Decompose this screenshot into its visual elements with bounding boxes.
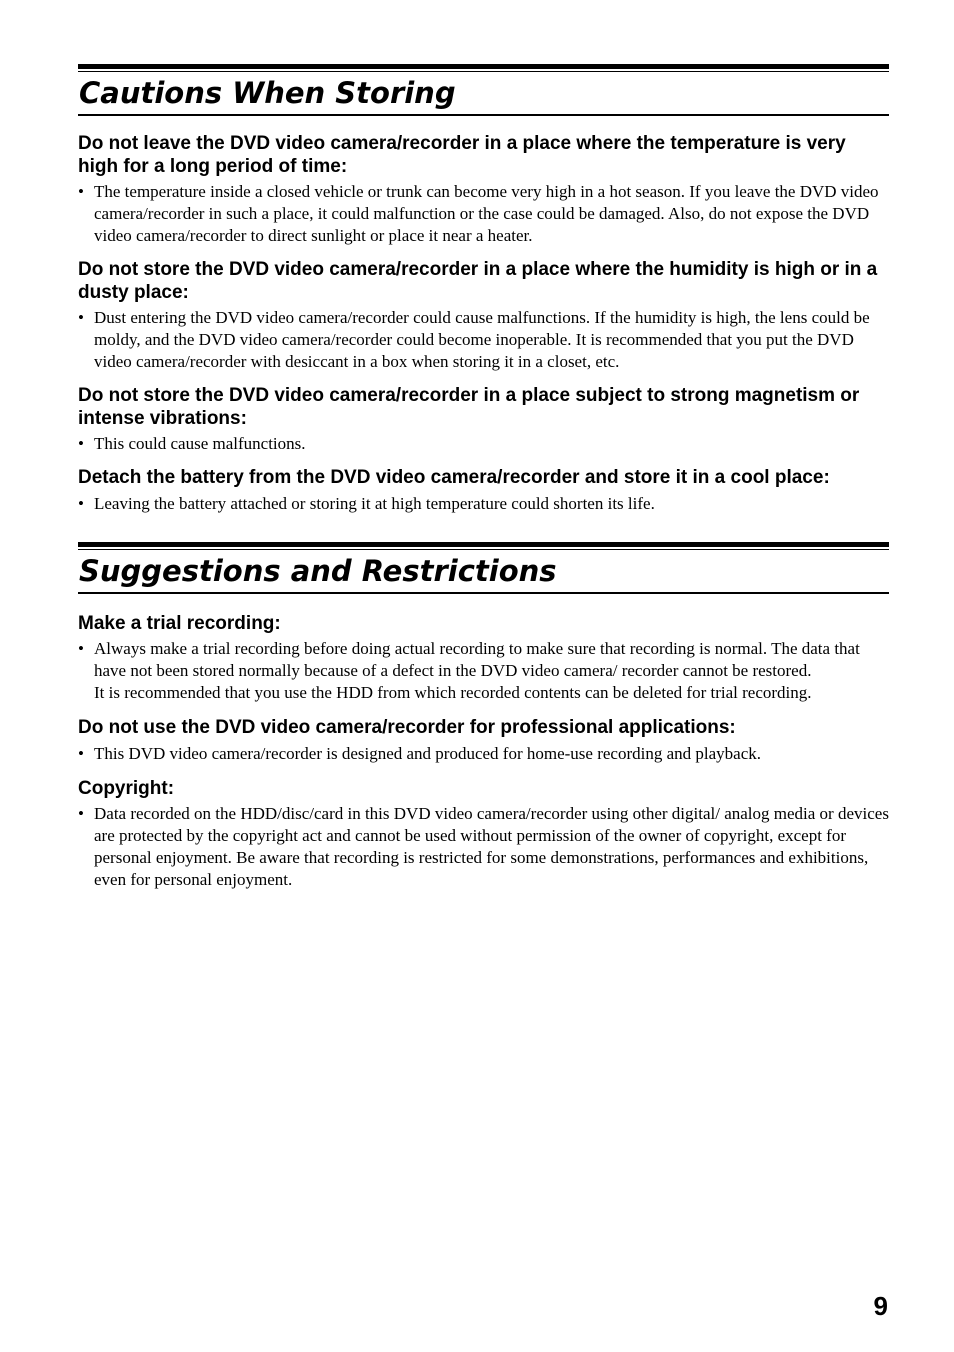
item-heading: Do not store the DVD video camera/recorder in a place subject to strong magnetism or intense vibrations:	[78, 385, 860, 429]
bullet-list	[78, 638, 889, 704]
bullet-text: Dust entering the DVD video camera/recorder could cause malfunctions. If the humidity is high, the lens could be moldy, and the DVD video camera/recorder could become inoperable. It is recommended that you put the DVD video camera/recorder with desiccant in a box when storing it in a closet, etc.	[94, 308, 870, 371]
bullet-dot-icon: •	[78, 494, 84, 513]
bullet-dot-icon: •	[78, 308, 84, 327]
bullet-text: Leaving the battery attached or storing it at high temperature could shorten its life.	[94, 494, 655, 513]
item-humidity-dust	[78, 258, 889, 373]
bullet-item	[78, 307, 889, 373]
item-copyright	[78, 777, 889, 891]
item-heading: Do not leave the DVD video camera/recorder in a place where the temperature is very high for a long period of time:	[78, 133, 846, 177]
section-cautions-when-storing	[78, 64, 889, 515]
manual-page	[78, 64, 889, 891]
bullet-list	[78, 803, 889, 891]
section-title: Cautions When Storing	[79, 76, 456, 110]
bullet-dot-icon: •	[78, 804, 84, 823]
bullet-text: Always make a trial recording before doing actual recording to make sure that recording is normal. The data that have not been stored normally because of a defect in the DVD video camera/ recorder cannot be restored.	[94, 639, 860, 680]
bullet-dot-icon: •	[78, 744, 84, 763]
item-heading: Detach the battery from the DVD video camera/recorder and store it in a cool place:	[78, 467, 830, 488]
item-heading: Copyright:	[78, 778, 175, 799]
bullet-text: The temperature inside a closed vehicle or trunk can become very high in a hot season. If you leave the DVD video camera/recorder in such a place, it could malfunction or the case could be damaged. Also, do not expose the DVD video camera/recorder to direct sunlight or place it near a heater.	[94, 182, 879, 245]
item-heading: Do not store the DVD video camera/recorder in a place where the humidity is high or in a dusty place:	[78, 259, 878, 303]
item-heading: Make a trial recording:	[78, 613, 281, 634]
bullet-text: Data recorded on the HDD/disc/card in this DVD video camera/recorder using other digital/ analog media or devices are protected by the copyright act and cannot be used without permission of the owner of copyright, except for personal enjoyment. Be aware that recording is restricted for some demonstrations, performances and exhibitions, even for personal enjoyment.	[94, 804, 889, 889]
section-rule-thick	[78, 542, 889, 547]
section-suggestions-and-restrictions	[78, 542, 889, 891]
bullet-list	[78, 433, 889, 455]
bullet-list	[78, 307, 889, 373]
bullet-text: This DVD video camera/recorder is designed and produced for home-use recording and playback.	[94, 744, 762, 763]
item-battery-storage	[78, 466, 889, 515]
item-heading: Do not use the DVD video camera/recorder for professional applications:	[78, 717, 736, 738]
bullet-dot-icon: •	[78, 434, 84, 453]
bullet-item	[78, 803, 889, 891]
page-number: 9	[873, 1291, 888, 1321]
bullet-item	[78, 743, 889, 765]
bullet-text-continued: It is recommended that you use the HDD from which recorded contents can be deleted for trial recording.	[94, 683, 812, 702]
section-title-underline	[78, 114, 889, 116]
bullet-item	[78, 493, 889, 515]
bullet-item	[78, 433, 889, 455]
section-title: Suggestions and Restrictions	[79, 554, 557, 588]
bullet-item	[78, 181, 889, 247]
section-rule-thick	[78, 64, 889, 69]
bullet-list	[78, 181, 889, 247]
bullet-text: This could cause malfunctions.	[94, 434, 306, 453]
bullet-item	[78, 638, 889, 704]
section-title-underline	[78, 592, 889, 594]
item-professional-use	[78, 716, 889, 765]
item-high-temperature	[78, 132, 889, 247]
bullet-list	[78, 493, 889, 515]
item-magnetism-vibration	[78, 384, 889, 455]
item-trial-recording	[78, 612, 889, 704]
bullet-dot-icon: •	[78, 639, 84, 658]
bullet-list	[78, 743, 889, 765]
bullet-dot-icon: •	[78, 182, 84, 201]
